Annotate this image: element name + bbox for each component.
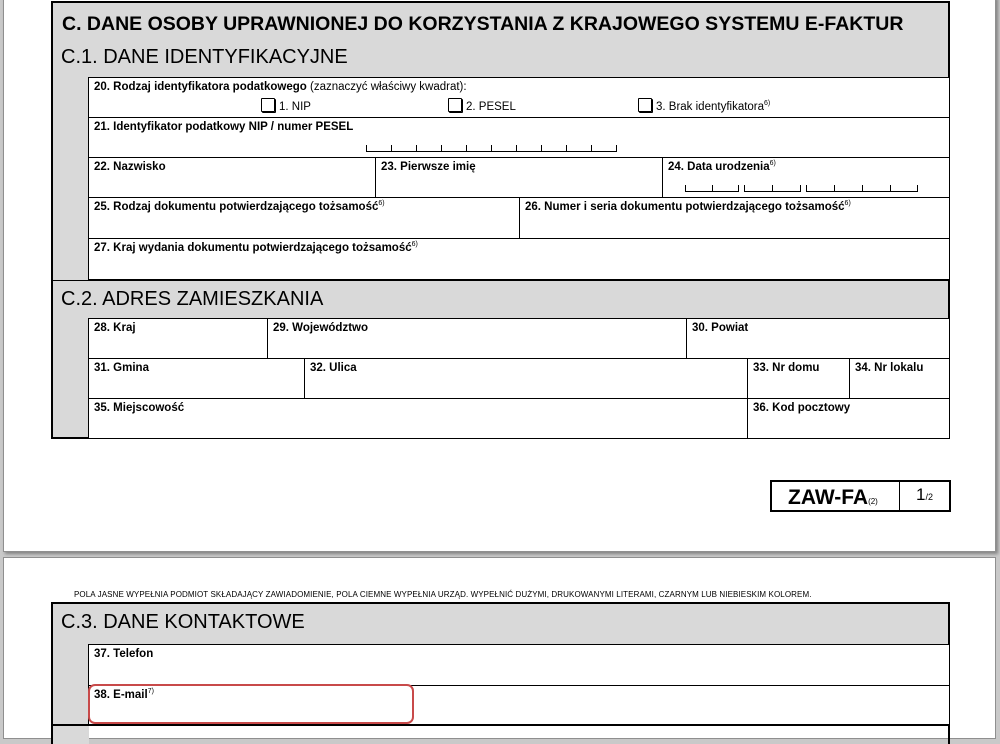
field-26-label: 26. Numer i seria dokumentu potwierdzającego tożsamość	[525, 201, 845, 213]
field-35-label: 35. Miejscowość	[94, 402, 185, 414]
footnote-6-marker: 6)	[378, 200, 385, 208]
checkbox-nip[interactable]	[261, 98, 311, 114]
page-number-current: 1	[916, 485, 926, 504]
section-c-header	[51, 1, 950, 41]
checkbox-no-id-box[interactable]	[638, 98, 652, 112]
fill-instructions-note	[74, 590, 812, 599]
checkbox-no-id-label: 3. Brak identyfikatora	[656, 101, 765, 113]
field-22-label: 22. Nazwisko	[94, 161, 166, 173]
field-20-hint: (zaznaczyć właściwy kwadrat):	[310, 81, 467, 93]
checkbox-pesel-label: 2. PESEL	[466, 101, 516, 113]
form-page-1	[3, 0, 996, 552]
field-29-label: 29. Województwo	[273, 322, 368, 334]
footnote-6-marker: 6)	[411, 241, 418, 249]
form-id-box	[770, 480, 951, 512]
footnote-6-marker: 6)	[844, 200, 851, 208]
field-25-label: 25. Rodzaj dokumentu potwierdzającego tożsamość	[94, 201, 379, 213]
section-c2-gutter	[51, 318, 89, 439]
field-38-label: 38. E-mail	[94, 689, 148, 701]
section-c1-title: C.1. DANE IDENTYFIKACYJNE	[61, 46, 348, 68]
tax-id-digit-ticks	[366, 145, 617, 152]
section-c2-title: C.2. ADRES ZAMIESZKANIA	[61, 288, 324, 310]
field-33-house-number[interactable]	[747, 358, 850, 399]
field-36-label: 36. Kod pocztowy	[753, 402, 851, 414]
checkbox-no-id[interactable]	[638, 98, 770, 114]
birth-day-ticks	[685, 185, 739, 192]
section-c-title: C. DANE OSOBY UPRAWNIONEJ DO KORZYSTANIA Z KRAJOWEGO SYSTEMU E-FAKTUR	[62, 13, 904, 35]
form-code	[788, 486, 878, 510]
field-22-surname[interactable]	[88, 157, 376, 198]
field-34-apartment-number[interactable]	[849, 358, 950, 399]
field-32-label: 32. Ulica	[310, 362, 357, 374]
form-code-name: ZAW-FA	[788, 486, 869, 509]
field-23-label: 23. Pierwsze imię	[381, 161, 476, 173]
field-30-county[interactable]	[686, 318, 950, 359]
field-33-label: 33. Nr domu	[753, 362, 820, 374]
field-21-tax-identifier[interactable]	[88, 117, 950, 158]
section-c2-header	[51, 280, 950, 318]
footnote-7-marker: 7)	[147, 688, 154, 696]
field-31-municipality[interactable]	[88, 358, 305, 399]
field-20-tax-id-type	[88, 77, 950, 118]
field-21-label: 21. Identyfikator podatkowy NIP / numer PESEL	[94, 121, 354, 133]
section-c1-gutter	[51, 77, 89, 280]
footnote-6-marker: 6)	[764, 100, 771, 108]
checkbox-nip-box[interactable]	[261, 98, 275, 112]
checkbox-pesel-box[interactable]	[448, 98, 462, 112]
field-24-label: 24. Data urodzenia	[668, 161, 770, 173]
field-29-voivodeship[interactable]	[267, 318, 687, 359]
field-31-label: 31. Gmina	[94, 362, 149, 374]
page-number-total: /2	[925, 492, 933, 502]
birth-month-ticks	[744, 185, 801, 192]
field-37-label: 37. Telefon	[94, 648, 154, 660]
field-36-postal-code[interactable]	[747, 398, 950, 439]
field-23-first-name[interactable]	[375, 157, 663, 198]
field-37-phone[interactable]	[88, 644, 950, 686]
field-34-label: 34. Nr lokalu	[855, 362, 924, 374]
field-28-country[interactable]	[88, 318, 268, 359]
field-28-label: 28. Kraj	[94, 322, 136, 334]
field-30-label: 30. Powiat	[692, 322, 749, 334]
form-page-2	[3, 557, 996, 739]
section-c3-header	[51, 604, 950, 644]
section-c3-gutter	[51, 644, 89, 744]
email-field-highlight	[88, 684, 414, 724]
field-32-street[interactable]	[304, 358, 748, 399]
section-c3-title: C.3. DANE KONTAKTOWE	[61, 611, 305, 633]
field-25-id-document-type[interactable]	[88, 197, 520, 239]
form-code-version: (2)	[868, 497, 878, 506]
field-24-birth-date[interactable]	[662, 157, 950, 198]
checkbox-nip-label: 1. NIP	[279, 101, 311, 113]
checkbox-pesel[interactable]	[448, 98, 516, 114]
field-27-id-document-country[interactable]	[88, 238, 950, 280]
field-35-city[interactable]	[88, 398, 748, 439]
fill-instructions-text: POLA JASNE WYPEŁNIA PODMIOT SKŁADAJĄCY ZAWIADOMIENIE, POLA CIEMNE WYPEŁNIA URZĄD. WYPEŁNIĆ DUŻYMI, DRUKOWANYMI LITERAMI, CZARNYM LUB NIEBIESKIM KOLOREM.	[74, 590, 812, 599]
field-20-label: 20. Rodzaj identyfikatora podatkowego	[94, 81, 307, 93]
field-26-id-document-number[interactable]	[519, 197, 950, 239]
birth-year-ticks	[806, 185, 918, 192]
field-27-label: 27. Kraj wydania dokumentu potwierdzającego tożsamość	[94, 242, 412, 254]
page-number	[916, 485, 933, 505]
section-c1-header	[51, 39, 950, 77]
footnote-6-marker: 6)	[769, 160, 776, 168]
